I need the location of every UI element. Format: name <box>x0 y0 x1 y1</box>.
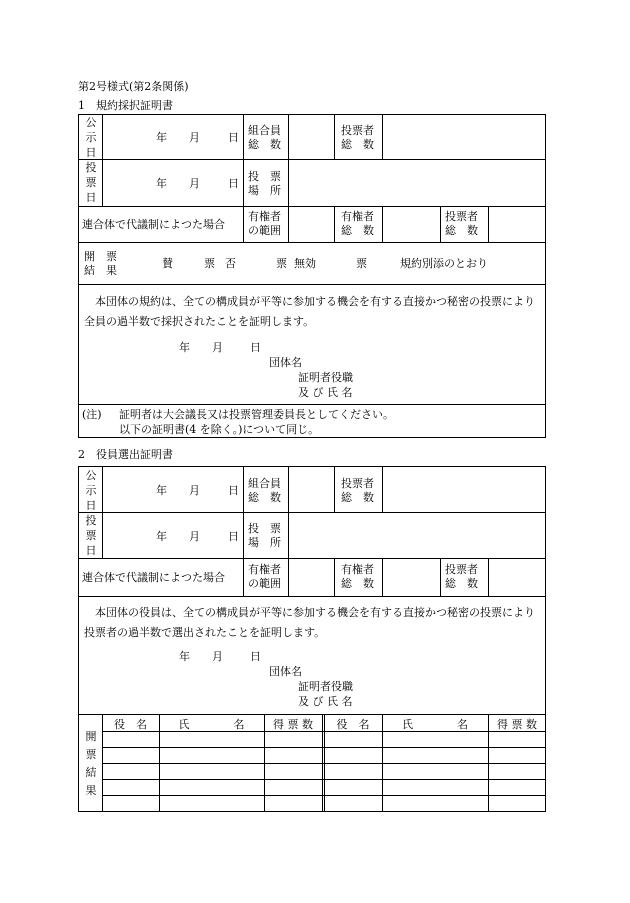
label-eligible-total: 有権者 総 数 <box>341 210 374 237</box>
label-polling-place-2: 投 票 場 所 <box>248 522 281 549</box>
vote-year: 年 <box>156 177 167 190</box>
sign-year: 年 <box>179 341 190 354</box>
note-line-1: 証明者は大会議長又は投票管理委員長としてください。 <box>119 408 394 421</box>
label-eligible-scope: 有権者 の範囲 <box>248 210 281 237</box>
label-member-total-2: 組合員 総 数 <box>248 477 281 504</box>
label-representative: 連合体で代議制によつた場合 <box>82 218 225 231</box>
section1-heading: 1 規約採択証明書 <box>78 99 173 112</box>
label-voter-total: 投票者 総 数 <box>341 124 374 151</box>
result-votes-1: 票 <box>204 257 215 270</box>
label-vote-date-2: 投 票 日 <box>85 514 97 557</box>
result-no: 否 <box>225 257 236 270</box>
form-number: 第2号様式(第2条関係) <box>78 80 189 93</box>
label-vote-date: 投 票 日 <box>85 161 97 204</box>
announce-month-2: 月 <box>189 484 200 497</box>
vote-month: 月 <box>189 177 200 190</box>
announce-year: 年 <box>156 131 167 144</box>
result-votes-3: 票 <box>356 257 367 270</box>
header-position-1: 役 名 <box>114 718 147 731</box>
result-invalid: 無効 <box>294 257 316 270</box>
label-voter-total-2: 投票者 総 数 <box>341 477 374 504</box>
label-voter-total-rep: 投票者 総 数 <box>445 210 478 237</box>
announce-year-2: 年 <box>156 484 167 497</box>
label-polling-place: 投 票 場 所 <box>248 170 281 197</box>
vote-day-2: 日 <box>228 530 239 543</box>
label-announce-date-2: 公 示 日 <box>85 469 97 512</box>
section2-heading: 2 役員選出証明書 <box>78 448 173 461</box>
header-position-2: 役 名 <box>336 718 370 731</box>
result-attached: 規約別添のとおり <box>400 257 488 270</box>
certifier-name-label-2: 及 び 氏 名 <box>298 695 353 708</box>
label-voter-total-rep-2: 投票者 総 数 <box>445 563 478 590</box>
announce-month: 月 <box>189 131 200 144</box>
sign-day: 日 <box>250 341 261 354</box>
vote-year-2: 年 <box>156 530 167 543</box>
sign-year-2: 年 <box>179 650 190 663</box>
result-yes: 賛 <box>162 257 173 270</box>
header-votes-2: 得 票 数 <box>497 718 537 731</box>
sign-day-2: 日 <box>250 650 261 663</box>
announce-day-2: 日 <box>228 484 239 497</box>
certifier-name-label: 及 び 氏 名 <box>298 386 353 399</box>
header-name-2: 氏 名 <box>402 718 468 731</box>
certification-statement-2: 本団体の役員は、全ての構成員が平等に参加する機会を有する直接かつ秘密の投票により投票者の過半数で選出されたことを証明します。 <box>84 606 535 639</box>
certifier-title-label-2: 証明者役職 <box>298 680 353 693</box>
org-name-label: 団体名 <box>269 356 302 369</box>
sign-month-2: 月 <box>212 650 223 663</box>
label-count-result: 開 票 結 果 <box>84 250 117 277</box>
label-election-result: 開 票 結 果 <box>85 730 97 797</box>
note-line-2: 以下の証明書(4 を除く。)について同じ。 <box>119 423 320 436</box>
result-votes-2: 票 <box>276 257 287 270</box>
label-member-total: 組合員 総 数 <box>248 124 281 151</box>
announce-day: 日 <box>228 131 239 144</box>
header-name-1: 氏 名 <box>178 718 245 731</box>
vote-month-2: 月 <box>189 530 200 543</box>
note-label: (注) <box>82 408 102 421</box>
certifier-title-label: 証明者役職 <box>298 371 353 384</box>
vote-day: 日 <box>228 177 239 190</box>
label-announce-date: 公 示 日 <box>85 116 97 159</box>
label-eligible-total-2: 有権者 総 数 <box>341 563 374 590</box>
sign-month: 月 <box>212 341 223 354</box>
certification-statement: 本団体の規約は、全ての構成員が平等に参加する機会を有する直接かつ秘密の投票により全員の過半数で採択されたことを証明します。 <box>84 295 535 328</box>
label-representative-2: 連合体で代議制によつた場合 <box>82 571 225 584</box>
header-votes-1: 得 票 数 <box>273 718 313 731</box>
label-eligible-scope-2: 有権者 の範囲 <box>248 563 281 590</box>
org-name-label-2: 団体名 <box>269 665 302 678</box>
